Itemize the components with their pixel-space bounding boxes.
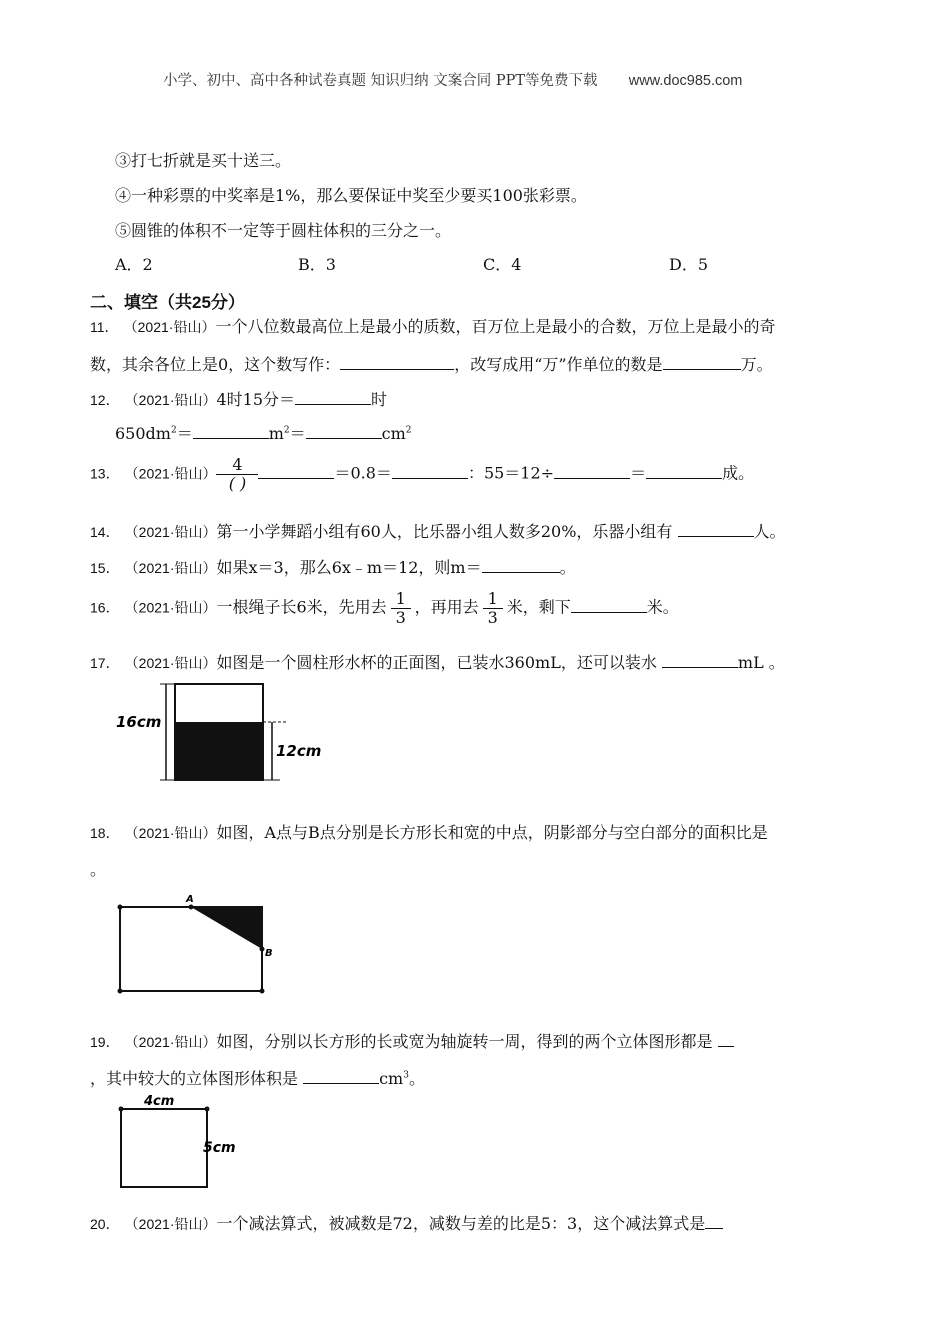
question-text: ＝0.8＝ (334, 463, 392, 483)
question-text: mL 。 (737, 653, 785, 672)
question-source: （2021·铅山） (123, 319, 216, 335)
corner-dot (260, 989, 265, 994)
width-label: 4cm (144, 1094, 175, 1109)
question-text: 。 (559, 558, 576, 577)
question-source: （2021·铅山） (124, 655, 217, 671)
question-text: 4时15分＝ (216, 390, 296, 409)
corner-dot (205, 1107, 210, 1112)
fraction-numerator: 4 (232, 455, 243, 474)
answer-blank[interactable] (678, 522, 754, 537)
equals: ＝ (630, 463, 647, 483)
option-d: D．5 (669, 255, 709, 274)
equals: ＝ (289, 424, 306, 443)
water-level (175, 722, 263, 780)
superscript: 2 (170, 425, 177, 436)
fraction (391, 590, 411, 626)
cup-figure (110, 675, 340, 790)
fraction-denominator: 3 (391, 608, 411, 627)
question-number: 12． (90, 392, 120, 408)
fraction-denominator: 3 (483, 608, 503, 627)
question-source: （2021·铅山） (124, 1034, 217, 1050)
answer-blank[interactable] (705, 1214, 723, 1229)
unit: cm (379, 1069, 404, 1088)
option-b: B．3 (298, 255, 336, 274)
question-text: 米。 (646, 597, 679, 617)
answer-blank[interactable] (193, 424, 269, 439)
corner-dot (119, 1107, 124, 1112)
question-13 (90, 456, 754, 492)
statement-3: ③打七折就是买十送三。 (115, 151, 292, 170)
question-16 (90, 590, 679, 626)
header-banner (163, 69, 742, 90)
answer-blank[interactable] (295, 390, 371, 405)
statement-5: ⑤圆锥的体积不一定等于圆柱体积的三分之一。 (115, 221, 452, 240)
question-number: 14． (90, 524, 120, 540)
unit: cm (381, 424, 406, 443)
question-text: ：55＝12÷ (467, 463, 555, 483)
point-a-label: A (186, 894, 194, 905)
answer-blank[interactable] (482, 558, 560, 573)
question-14 (90, 519, 786, 542)
question-18-line2: 。 (90, 860, 107, 879)
question-number: 20． (90, 1216, 120, 1232)
superscript: 2 (283, 425, 290, 436)
question-number: 17． (90, 655, 120, 671)
question-text: 一根绳子长6米，先用去 (216, 597, 387, 617)
question-text: 如图是一个圆柱形水杯的正面图，已装水360mL，还可以装水 (216, 653, 662, 672)
answer-blank[interactable] (662, 653, 738, 668)
question-source: （2021·铅山） (124, 599, 217, 616)
fraction-numerator: 1 (395, 589, 406, 608)
question-number: 11． (90, 319, 119, 335)
question-19 (90, 1029, 734, 1052)
rectangle-outline (121, 1109, 207, 1187)
statement-4: ④一种彩票的中奖率是1%，那么要保证中奖至少要买100张彩票。 (115, 186, 587, 205)
question-19-line2 (90, 1066, 425, 1089)
water-height-label: 12cm (276, 742, 322, 760)
superscript: 2 (405, 425, 412, 436)
corner-dot (118, 989, 123, 994)
question-number: 19． (90, 1034, 120, 1050)
question-text: 米，剩下 (506, 597, 571, 617)
question-text: ，其中较大的立体图形体积是 (90, 1069, 304, 1088)
fraction-denominator: ( ) (216, 474, 258, 493)
rectangle-figure (110, 890, 290, 1000)
answer-blank[interactable] (718, 1032, 734, 1047)
question-20 (90, 1211, 723, 1234)
answer-blank[interactable] (663, 355, 741, 370)
fraction-numerator: 1 (487, 589, 498, 608)
height-label: 16cm (116, 713, 162, 731)
question-source: （2021·铅山） (124, 392, 217, 408)
section-title: 二、填空（共25分） (90, 293, 245, 312)
header-url: www.doc985.com (628, 73, 743, 89)
question-number: 16． (90, 599, 120, 616)
answer-blank[interactable] (258, 464, 334, 479)
fraction (483, 590, 503, 626)
question-source: （2021·铅山） (124, 1216, 217, 1232)
unit: m (268, 424, 284, 443)
answer-blank[interactable] (303, 1069, 379, 1084)
question-18 (90, 820, 768, 843)
corner-dot (118, 905, 123, 910)
point-a (189, 905, 194, 910)
question-text: 人。 (753, 522, 786, 541)
answer-blank[interactable] (554, 464, 630, 479)
question-text: 。 (408, 1069, 425, 1088)
height-label: 5cm (203, 1140, 236, 1156)
question-text: 650dm (115, 424, 171, 443)
fraction (216, 456, 258, 492)
question-text: 成。 (722, 463, 755, 483)
answer-blank[interactable] (306, 424, 382, 439)
question-number: 15． (90, 560, 120, 576)
question-17 (90, 650, 785, 673)
question-source: （2021·铅山） (124, 465, 217, 482)
question-12-line2 (115, 421, 412, 444)
rectangle-rotation-figure (110, 1092, 260, 1192)
answer-blank[interactable] (392, 464, 468, 479)
header-text: 小学、初中、高中各种试卷真题 知识归纳 文案合同 PPT等免费下载 (163, 73, 598, 89)
question-15 (90, 555, 576, 578)
question-11 (90, 314, 775, 337)
question-text: 数，其余各位上是0，这个数写作： (90, 355, 341, 374)
question-text: 一个减法算式，被减数是72，减数与差的比是5：3，这个减法算式是 (216, 1214, 706, 1233)
question-source: （2021·铅山） (124, 825, 217, 841)
answer-blank[interactable] (340, 355, 454, 370)
option-a: A．2 (115, 255, 153, 274)
equals: ＝ (176, 424, 193, 443)
option-c: C．4 (483, 255, 522, 274)
question-text: 如图，分别以长方形的长或宽为轴旋转一周，得到的两个立体图形都是 (216, 1032, 718, 1051)
question-source: （2021·铅山） (124, 560, 217, 576)
question-text: 万。 (740, 355, 773, 374)
superscript: 3 (403, 1070, 409, 1081)
question-number: 18． (90, 825, 120, 841)
question-text: 如图，A点与B点分别是长方形长和宽的中点，阴影部分与空白部分的面积比是 (216, 823, 768, 842)
question-text: ，改写成用“万”作单位的数是 (454, 355, 663, 374)
question-11-line2 (90, 352, 773, 375)
unit: 时 (371, 390, 388, 409)
shaded-triangle (191, 907, 262, 949)
answer-blank[interactable] (646, 464, 722, 479)
question-text: ，再用去 (414, 597, 479, 617)
question-text: 第一小学舞蹈小组有60人，比乐器小组人数多20%，乐器小组有 (216, 522, 678, 541)
answer-blank[interactable] (571, 598, 647, 613)
point-b-label: B (265, 948, 273, 959)
question-12 (90, 387, 387, 410)
point-b (260, 947, 265, 952)
question-number: 13． (90, 465, 120, 482)
question-text: 如果x＝3，那么6x﹣m＝12，则m＝ (216, 558, 482, 577)
question-source: （2021·铅山） (124, 524, 217, 540)
question-text: 一个八位数最高位上是最小的质数，百万位上是最小的合数，万位上是最小的奇 (215, 317, 776, 336)
